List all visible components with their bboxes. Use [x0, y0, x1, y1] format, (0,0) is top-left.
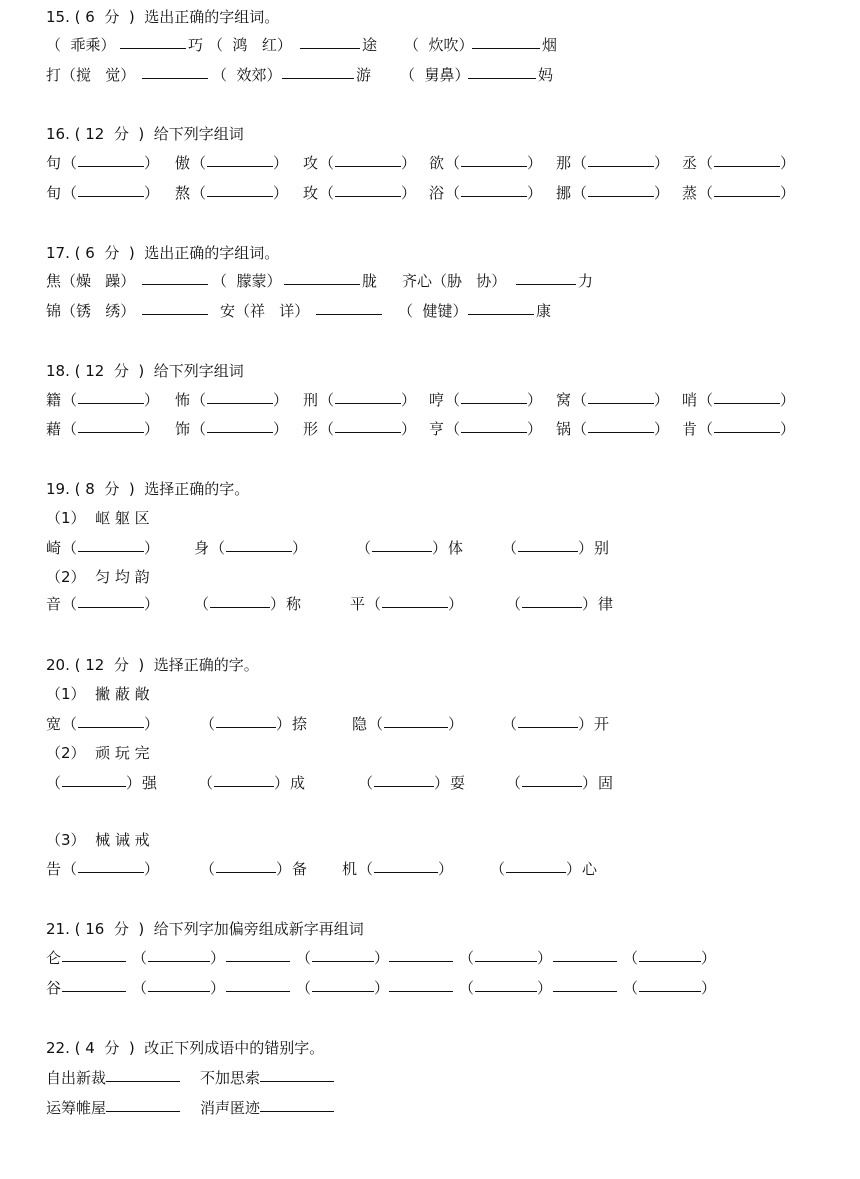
- target-char: 欲: [429, 154, 445, 172]
- q15-text: 妈: [538, 66, 554, 84]
- paren-close: ）: [537, 949, 553, 967]
- answer-blank[interactable]: [226, 537, 292, 552]
- paren-open: （: [698, 184, 714, 202]
- new-char-blank[interactable]: [389, 947, 453, 962]
- q20-sub2: （2） 顽 玩 完: [46, 744, 150, 762]
- answer-blank[interactable]: [78, 152, 144, 167]
- base-char: 仑: [46, 949, 62, 967]
- word-blank[interactable]: [312, 977, 374, 992]
- paren-open: （: [132, 979, 148, 997]
- word-blank[interactable]: [475, 947, 537, 962]
- paren-open: （: [319, 184, 335, 202]
- q17-text: 胧: [362, 272, 378, 290]
- q15-option: （ 效郊）: [212, 66, 282, 84]
- q20-char: 机: [342, 860, 358, 878]
- paren-open: （: [698, 420, 714, 438]
- q19-char: 体: [448, 539, 464, 557]
- answer-blank[interactable]: [78, 593, 144, 608]
- q15-text: 游: [356, 66, 372, 84]
- q17-option: 齐心（胁 协）: [402, 272, 507, 290]
- paren-open: （: [623, 949, 639, 967]
- answer-blank[interactable]: [120, 34, 186, 49]
- target-char: 玫: [303, 184, 319, 202]
- answer-blank[interactable]: [335, 152, 401, 167]
- paren-open: （: [572, 391, 588, 409]
- target-char: 亨: [429, 420, 445, 438]
- answer-blank[interactable]: [518, 713, 578, 728]
- paren-open: （: [698, 154, 714, 172]
- answer-blank[interactable]: [335, 389, 401, 404]
- answer-blank[interactable]: [335, 418, 401, 433]
- paren-open: （: [572, 154, 588, 172]
- target-char: 肯: [682, 420, 698, 438]
- q19-title: 19. ( 8 分 ) 选择正确的字。: [46, 480, 250, 498]
- q22-idiom: 运筹帷屋: [46, 1099, 107, 1117]
- paren-open: （: [191, 391, 207, 409]
- answer-blank[interactable]: [300, 34, 360, 49]
- paren-close: ）: [401, 420, 417, 438]
- paren-close: ）: [273, 184, 289, 202]
- answer-blank[interactable]: [78, 713, 144, 728]
- q15-option: （ 炊吹）: [404, 36, 474, 54]
- paren-open: （: [296, 949, 312, 967]
- q20-char: 固: [598, 774, 614, 792]
- paren-open: （: [445, 184, 461, 202]
- answer-blank[interactable]: [588, 418, 654, 433]
- answer-blank[interactable]: [207, 389, 273, 404]
- q17-text: 力: [578, 272, 594, 290]
- answer-blank[interactable]: [282, 64, 354, 79]
- paren-close: ）: [210, 979, 226, 997]
- q19-char: 身: [194, 539, 210, 557]
- answer-blank[interactable]: [207, 418, 273, 433]
- answer-blank[interactable]: [372, 537, 432, 552]
- q15-option: （ 鸿 红）: [208, 36, 292, 54]
- q20-char: 成: [290, 774, 306, 792]
- paren-close: ）: [780, 154, 796, 172]
- answer-blank[interactable]: [78, 182, 144, 197]
- q19-sub1: （1） 岖 躯 区: [46, 509, 150, 527]
- target-char: 怖: [175, 391, 191, 409]
- answer-blank[interactable]: [461, 182, 527, 197]
- paren-open: （: [191, 184, 207, 202]
- paren-close: ）: [527, 154, 543, 172]
- q17-option: （ 健键）: [398, 302, 468, 320]
- word-blank[interactable]: [312, 947, 374, 962]
- q20-char: 耍: [450, 774, 466, 792]
- target-char: 那: [556, 154, 572, 172]
- answer-blank[interactable]: [216, 713, 276, 728]
- q20-char: 宽: [46, 715, 62, 733]
- q20-char: 强: [142, 774, 158, 792]
- answer-blank[interactable]: [588, 152, 654, 167]
- q20-sub3: （3） 械 诫 戒: [46, 831, 150, 849]
- paren-open: （: [62, 391, 78, 409]
- paren-close: ）: [273, 420, 289, 438]
- q22-idiom: 自出新裁: [46, 1069, 107, 1087]
- target-char: 籍: [46, 391, 62, 409]
- paren-close: ）: [374, 979, 390, 997]
- answer-blank[interactable]: [260, 1067, 334, 1082]
- answer-blank[interactable]: [588, 389, 654, 404]
- target-char: 攻: [303, 154, 319, 172]
- q15-title: 15. ( 6 分 ) 选出正确的字组词。: [46, 8, 280, 26]
- answer-blank[interactable]: [461, 389, 527, 404]
- paren-close: ）: [701, 979, 717, 997]
- paren-close: ）: [780, 391, 796, 409]
- word-blank[interactable]: [148, 977, 210, 992]
- q15-option: （ 舅鼻）: [400, 66, 470, 84]
- paren-close: ）: [401, 184, 417, 202]
- paren-close: ）: [374, 949, 390, 967]
- answer-blank[interactable]: [142, 270, 208, 285]
- answer-blank[interactable]: [142, 64, 208, 79]
- q17-option: 锦（锈 绣）: [46, 302, 136, 320]
- q19-sub2: （2） 匀 均 韵: [46, 568, 150, 586]
- paren-open: （: [319, 391, 335, 409]
- answer-blank[interactable]: [78, 537, 144, 552]
- paren-open: （: [191, 154, 207, 172]
- target-char: 锅: [556, 420, 572, 438]
- paren-open: （: [459, 949, 475, 967]
- paren-open: （: [445, 420, 461, 438]
- q20-title: 20. ( 12 分 ) 选择正确的字。: [46, 656, 259, 674]
- q20-char: 捺: [292, 715, 308, 733]
- target-char: 浴: [429, 184, 445, 202]
- answer-blank[interactable]: [335, 182, 401, 197]
- paren-close: ）: [210, 949, 226, 967]
- paren-close: ）: [537, 979, 553, 997]
- paren-close: ）: [654, 154, 670, 172]
- q22-title: 22. ( 4 分 ) 改正下列成语中的错别字。: [46, 1039, 325, 1057]
- answer-blank[interactable]: [78, 389, 144, 404]
- q15-option: （ 乖乘）: [46, 36, 116, 54]
- paren-open: （: [319, 420, 335, 438]
- paren-close: ）: [144, 154, 160, 172]
- q17-option: 安（祥 详）: [220, 302, 310, 320]
- paren-close: ）: [527, 420, 543, 438]
- paren-close: ）: [701, 949, 717, 967]
- answer-blank[interactable]: [207, 152, 273, 167]
- q20-char: 开: [594, 715, 610, 733]
- new-char-blank[interactable]: [226, 977, 290, 992]
- answer-blank[interactable]: [518, 537, 578, 552]
- answer-blank[interactable]: [78, 418, 144, 433]
- q19-char: 平: [350, 595, 366, 613]
- target-char: 旬: [46, 184, 62, 202]
- q20-char: 备: [292, 860, 308, 878]
- new-char-blank[interactable]: [389, 977, 453, 992]
- new-char-blank[interactable]: [553, 947, 617, 962]
- paren-open: （: [572, 184, 588, 202]
- answer-blank[interactable]: [468, 300, 534, 315]
- answer-blank[interactable]: [260, 1097, 334, 1112]
- answer-blank[interactable]: [214, 772, 274, 787]
- answer-blank[interactable]: [714, 418, 780, 433]
- paren-open: （: [572, 420, 588, 438]
- target-char: 丞: [682, 154, 698, 172]
- answer-blank[interactable]: [106, 1097, 180, 1112]
- q19-char: 崎: [46, 539, 62, 557]
- target-char: 窝: [556, 391, 572, 409]
- q22-idiom: 消声匿迹: [200, 1099, 261, 1117]
- target-char: 形: [303, 420, 319, 438]
- q17-text: 康: [536, 302, 552, 320]
- paren-close: ）: [654, 391, 670, 409]
- target-char: 藉: [46, 420, 62, 438]
- target-char: 傲: [175, 154, 191, 172]
- q19-char: 称: [286, 595, 302, 613]
- q19-char: 别: [594, 539, 610, 557]
- paren-open: （: [445, 154, 461, 172]
- q19-char: 音: [46, 595, 62, 613]
- q20-sub1: （1） 撇 蔽 敞: [46, 685, 150, 703]
- target-char: 哨: [682, 391, 698, 409]
- new-char-blank[interactable]: [62, 977, 126, 992]
- paren-open: （: [62, 184, 78, 202]
- target-char: 刑: [303, 391, 319, 409]
- target-char: 熬: [175, 184, 191, 202]
- new-char-blank[interactable]: [553, 977, 617, 992]
- q17-title: 17. ( 6 分 ) 选出正确的字组词。: [46, 244, 280, 262]
- word-blank[interactable]: [148, 947, 210, 962]
- paren-close: ）: [780, 420, 796, 438]
- paren-close: ）: [401, 154, 417, 172]
- answer-blank[interactable]: [468, 64, 536, 79]
- answer-blank[interactable]: [516, 270, 576, 285]
- paren-close: ）: [401, 391, 417, 409]
- answer-blank[interactable]: [106, 1067, 180, 1082]
- answer-blank[interactable]: [207, 182, 273, 197]
- q17-option: （ 朦蒙）: [212, 272, 282, 290]
- paren-open: （: [62, 154, 78, 172]
- paren-open: （: [445, 391, 461, 409]
- target-char: 蒸: [682, 184, 698, 202]
- answer-blank[interactable]: [714, 152, 780, 167]
- target-char: 哼: [429, 391, 445, 409]
- answer-blank[interactable]: [522, 772, 582, 787]
- answer-blank[interactable]: [374, 772, 434, 787]
- target-char: 挪: [556, 184, 572, 202]
- answer-blank[interactable]: [384, 713, 448, 728]
- answer-blank[interactable]: [142, 300, 208, 315]
- base-char: 谷: [46, 979, 62, 997]
- new-char-blank[interactable]: [226, 947, 290, 962]
- answer-blank[interactable]: [316, 300, 382, 315]
- paren-close: ）: [273, 391, 289, 409]
- answer-blank[interactable]: [472, 34, 540, 49]
- new-char-blank[interactable]: [62, 947, 126, 962]
- paren-close: ）: [273, 154, 289, 172]
- q15-option: 打（搅 觉）: [46, 66, 136, 84]
- q19-char: 律: [598, 595, 614, 613]
- paren-open: （: [319, 154, 335, 172]
- paren-open: （: [698, 391, 714, 409]
- paren-close: ）: [780, 184, 796, 202]
- word-blank[interactable]: [475, 977, 537, 992]
- answer-blank[interactable]: [284, 270, 360, 285]
- paren-close: ）: [527, 184, 543, 202]
- paren-open: （: [459, 979, 475, 997]
- paren-close: ）: [144, 391, 160, 409]
- q20-char: 隐: [352, 715, 368, 733]
- answer-blank[interactable]: [506, 858, 566, 873]
- paren-open: （: [62, 420, 78, 438]
- q15-text: 途: [362, 36, 378, 54]
- answer-blank[interactable]: [78, 858, 144, 873]
- paren-close: ）: [654, 184, 670, 202]
- answer-blank[interactable]: [382, 593, 448, 608]
- paren-close: ）: [527, 391, 543, 409]
- paren-open: （: [132, 949, 148, 967]
- target-char: 句: [46, 154, 62, 172]
- answer-blank[interactable]: [714, 182, 780, 197]
- q21-title: 21. ( 16 分 ) 给下列字加偏旁组成新字再组词: [46, 920, 364, 938]
- target-char: 饰: [175, 420, 191, 438]
- paren-open: （: [623, 979, 639, 997]
- q18-title: 18. ( 12 分 ) 给下列字组词: [46, 362, 244, 380]
- answer-blank[interactable]: [216, 858, 276, 873]
- paren-close: ）: [144, 420, 160, 438]
- paren-close: ）: [144, 184, 160, 202]
- q15-text: 烟: [542, 36, 558, 54]
- word-blank[interactable]: [639, 947, 701, 962]
- paren-open: （: [191, 420, 207, 438]
- answer-blank[interactable]: [522, 593, 582, 608]
- answer-blank[interactable]: [62, 772, 126, 787]
- q20-char: 告: [46, 860, 62, 878]
- paren-open: （: [296, 979, 312, 997]
- answer-blank[interactable]: [714, 389, 780, 404]
- q22-idiom: 不加思索: [200, 1069, 261, 1087]
- q15-text: 巧: [188, 36, 204, 54]
- q20-char: 心: [582, 860, 598, 878]
- paren-close: ）: [654, 420, 670, 438]
- q16-title: 16. ( 12 分 ) 给下列字组词: [46, 125, 244, 143]
- answer-blank[interactable]: [461, 152, 527, 167]
- answer-blank[interactable]: [374, 858, 438, 873]
- answer-blank[interactable]: [588, 182, 654, 197]
- word-blank[interactable]: [639, 977, 701, 992]
- answer-blank[interactable]: [461, 418, 527, 433]
- q17-option: 焦（燥 躁）: [46, 272, 136, 290]
- answer-blank[interactable]: [210, 593, 270, 608]
